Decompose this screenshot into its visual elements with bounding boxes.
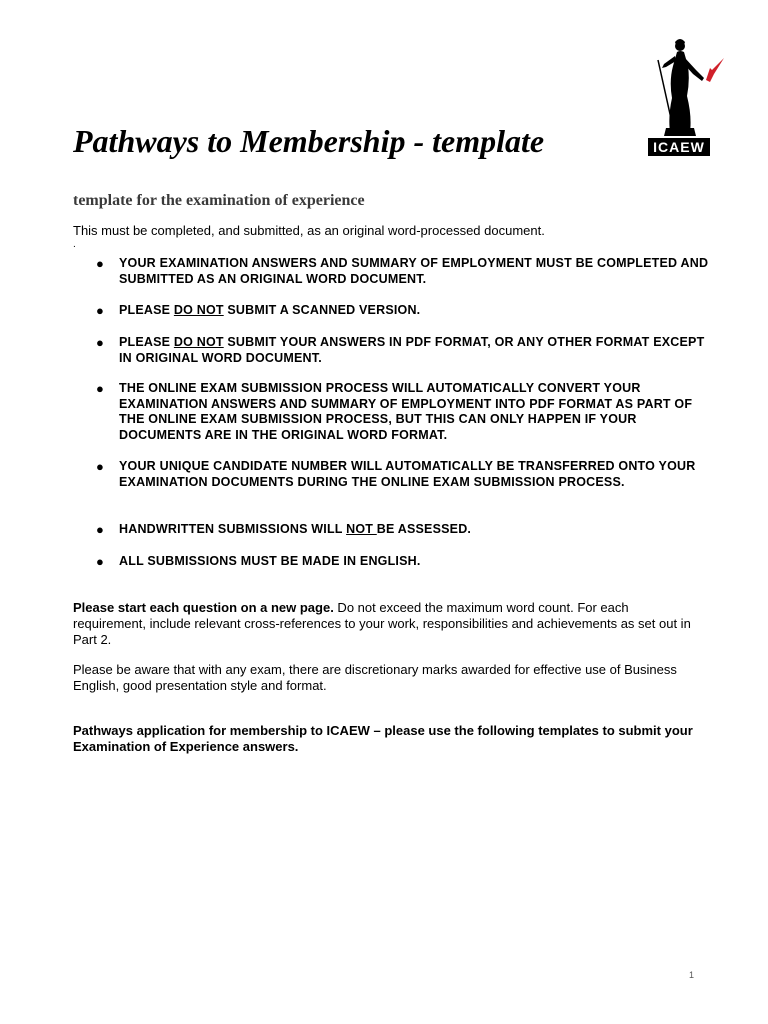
- bullet-icon: ●: [96, 256, 104, 271]
- bullet-icon: ●: [96, 335, 104, 350]
- pathways-note: Pathways application for membership to ICAEW – please use the following templates to submit your Examination of Experience answers.: [73, 723, 693, 754]
- page-subtitle: template for the examination of experience: [73, 192, 365, 209]
- logo-wordmark: ICAEW: [653, 139, 705, 155]
- intro-text: This must be completed, and submitted, as an original word-processed document.: [73, 223, 545, 238]
- marking-note: Please be aware that with any exam, there are discretionary marks awarded for effective use of Business English, good presentation style and format.: [73, 662, 677, 693]
- bullet-icon: ●: [96, 522, 104, 537]
- bullet-icon: ●: [96, 554, 104, 569]
- stray-dot: .: [73, 239, 76, 250]
- lady-figure-icon: [644, 36, 726, 160]
- bullet-icon: ●: [96, 459, 104, 474]
- page-title: Pathways to Membership - template: [73, 123, 545, 159]
- bullet-icon: ●: [96, 303, 104, 318]
- question-instructions: Please start each question on a new page. Do not exceed the maximum word count. For each requirement, include relevant cross-references to your work, responsibilities and achievements as set out in Part 2.: [73, 600, 691, 647]
- icaew-logo: [644, 36, 726, 160]
- bullet-icon: ●: [96, 381, 104, 396]
- page-number: 1: [689, 970, 695, 980]
